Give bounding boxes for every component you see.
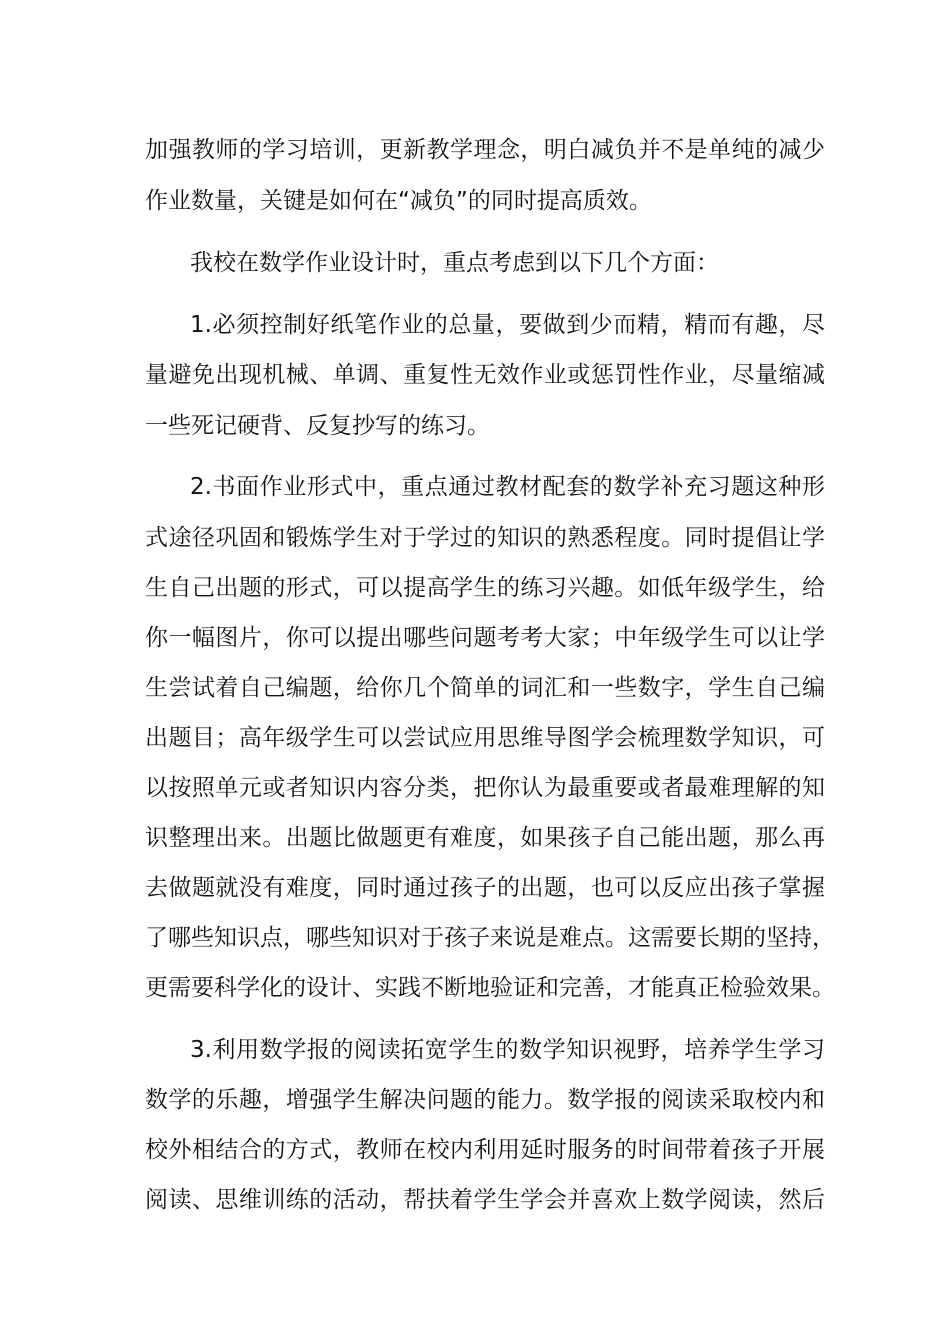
- paragraph-line: 数学的乐趣，增强学生解决问题的能力。数学报的阅读采取校内和: [145, 1087, 825, 1113]
- paragraph-line: 阅读、思维训练的活动，帮扶着学生学会并喜欢上数学阅读，然后: [145, 1187, 825, 1213]
- paragraph-line: 更需要科学化的设计、实践不断地验证和完善，才能真正检验效果。: [145, 975, 835, 1001]
- paragraph-line: 生自己出题的形式，可以提高学生的练习兴趣。如低年级学生，给: [145, 575, 825, 601]
- paragraph-line: 3.利用数学报的阅读拓宽学生的数学知识视野，培养学生学习: [190, 1037, 825, 1063]
- paragraph-line: 我校在数学作业设计时，重点考虑到以下几个方面：: [190, 250, 719, 276]
- paragraph-line: 以按照单元或者知识内容分类，把你认为最重要或者最难理解的知: [145, 775, 825, 801]
- paragraph-line: 出题目；高年级学生可以尝试应用思维导图学会梳理数学知识，可: [145, 725, 825, 751]
- paragraph-line: 你一幅图片，你可以提出哪些问题考考大家；中年级学生可以让学: [145, 625, 825, 651]
- paragraph-line: 1.必须控制好纸笔作业的总量，要做到少而精，精而有趣，尽: [190, 312, 825, 338]
- paragraph-line: 式途径巩固和锻炼学生对于学过的知识的熟悉程度。同时提倡让学: [145, 525, 825, 551]
- paragraph-line: 识整理出来。出题比做题更有难度，如果孩子自己能出题，那么再: [145, 825, 825, 851]
- paragraph-line: 2.书面作业形式中，重点通过教材配套的数学补充习题这种形: [190, 474, 825, 500]
- paragraph-line: 加强教师的学习培训，更新教学理念，明白减负并不是单纯的减少: [145, 137, 825, 163]
- paragraph-line: 了哪些知识点，哪些知识对于孩子来说是难点。这需要长期的坚持，: [145, 925, 835, 951]
- paragraph-line: 校外相结合的方式，教师在校内利用延时服务的时间带着孩子开展: [145, 1137, 825, 1163]
- paragraph-line: 一些死记硬背、反复抄写的练习。: [145, 413, 490, 439]
- paragraph-line: 量避免出现机械、单调、重复性无效作业或惩罚性作业，尽量缩减: [145, 362, 825, 388]
- paragraph-line: 去做题就没有难度，同时通过孩子的出题，也可以反应出孩子掌握: [145, 875, 825, 901]
- paragraph-line: 作业数量，关键是如何在“减负”的同时提高质效。: [145, 188, 652, 214]
- paragraph-line: 生尝试着自己编题，给你几个简单的词汇和一些数字，学生自己编: [145, 675, 825, 701]
